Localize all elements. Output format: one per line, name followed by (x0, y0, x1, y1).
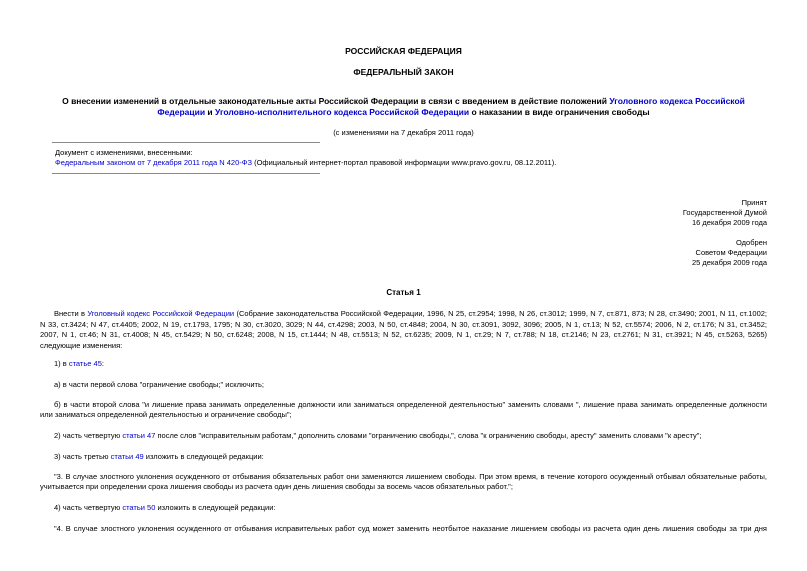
changes-intro: Документ с изменениями, внесенными: (55, 148, 193, 157)
accepted-date: 16 декабря 2009 года (691, 218, 767, 227)
article-intro-paragraph (40, 309, 767, 351)
item-2-rest: после слов "исправительным работам," дополнить словами "ограничению свободы,", слова "к ограничению свободы, аресту" заменить словами "к аресту"; (155, 431, 702, 440)
article-title: Статья 1 (386, 288, 421, 297)
item-4-rest: изложить в следующей редакции: (155, 503, 276, 512)
title-text-end: о наказании в виде ограничения свободы (469, 106, 650, 117)
item-3-rest: изложить в следующей редакции: (143, 452, 264, 461)
changes-line (55, 158, 556, 167)
amending-law-link[interactable]: Федеральным законом от 7 декабря 2011 года N 420-ФЗ (55, 158, 252, 167)
item-4 (54, 503, 275, 512)
item-1-prefix: 1) в (54, 359, 69, 368)
intro-prefix: Внести в (54, 309, 88, 318)
approved-body: Советом Федерации (695, 248, 767, 257)
edition-note: (с изменениями на 7 декабря 2011 года) (333, 128, 474, 137)
approved-label: Одобрен (736, 238, 767, 247)
item-4-prefix: 4) часть четвертую (54, 503, 123, 512)
item-1b: б) в части второй слова "и лишение права занимать определенные должности или заниматься определенной деятельностью" заменить словами ", лишение права занимать определенные должности или заниматься определенной деятельностью и ограничение свободы"; (40, 400, 767, 419)
criminal-code-link[interactable]: Уголовного кодекса Российской Федерации (157, 96, 745, 117)
item-1a: а) в части первой слова "ограничение свободы;" исключить; (54, 380, 264, 389)
criminal-code-intro-link[interactable]: Уголовный кодекс Российской Федерации (87, 309, 235, 318)
changes-source: (Официальный интернет-портал правовой информации www.pravo.gov.ru, 08.12.2011). (252, 158, 557, 167)
changes-box-top-rule (52, 142, 320, 143)
article-50-link[interactable]: статьи 50 (122, 503, 156, 512)
quote-4: "4. В случае злостного уклонения осужденного от отбывания исправительных работ суд может заменить неотбытое наказание лишением свободы из расчета один день лишения свободы за три дня (54, 524, 767, 533)
item-3 (54, 452, 264, 461)
article-45-link[interactable]: статье 45 (68, 359, 102, 368)
penal-code-link[interactable]: Уголовно-исполнительного кодекса Российской Федерации (215, 106, 470, 117)
approved-date: 25 декабря 2009 года (691, 258, 767, 267)
changes-box-bottom-rule (52, 173, 320, 174)
title-text: О внесении изменений в отдельные законодательные акты Российской Федерации в связи с введением в действие положений (62, 96, 610, 106)
item-2 (54, 431, 702, 440)
quote-3: "3. В случае злостного уклонения осужденного от отбывания обязательных работ они заменяются лишением свободы. При этом время, в течение которого осужденный отбывал обязательные работы, учитывается при определении срока лишения свободы из расчета один день лишения свободы за восемь часов обязательных работ."; (40, 472, 767, 491)
item-3-prefix: 3) часть третью (54, 452, 111, 461)
item-1-suffix: : (101, 359, 104, 368)
law-type-heading: ФЕДЕРАЛЬНЫЙ ЗАКОН (353, 67, 454, 77)
intro-rest: (Собрание законодательства Российской Федерации, 1996, N 25, ст.2954; 1998, N 26, ст.3012; 1999, N 7, ст.871, 873; N 28, ст.3490; 2001, N 11, ст.1002; N 33, ст.3424; N 47, ст.4405; 2002, N 19, ст.1793, 1795; N 30, ст.3020, 3029; N 44, ст.4298; 2003, N 50, ст.4848; 2004, N 30, ст.3091, 3092, 3096; 2005, N 1, ст.13; N 52, ст.5574; 2006, N 2, ст.176; N 31, ст.3452; 2007, N 1, ст.46; N 31, ст.4008; N 45, ст.5429; N 50, ст.6248; 2008, N 15, ст.1444; N 48, ст.5513; N 52, ст.6235; 2009, N 1, ст.29; N 7, ст.788; N 18, ст.2146; N 23, ст.2761; N 31, ст.3921; N 45, ст.5263, 5265) следующие изменения: (40, 309, 768, 350)
law-title (40, 96, 767, 117)
country-heading: РОССИЙСКАЯ ФЕДЕРАЦИЯ (345, 46, 462, 56)
item-2-prefix: 2) часть четвертую (54, 431, 123, 440)
item-1 (54, 359, 104, 368)
title-text-and: и (205, 106, 215, 117)
accepted-body: Государственной Думой (682, 208, 767, 217)
article-47-link[interactable]: статьи 47 (122, 431, 156, 440)
accepted-label: Принят (741, 198, 767, 207)
article-49-link[interactable]: статьи 49 (110, 452, 144, 461)
